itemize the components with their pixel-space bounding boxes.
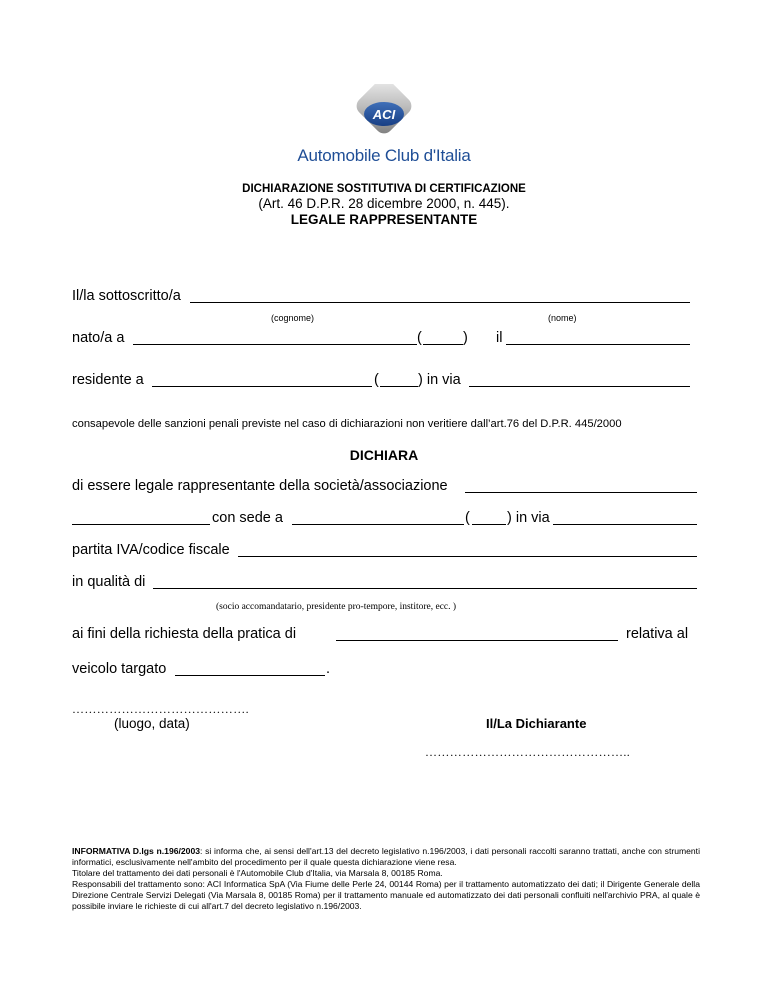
il-label: il: [496, 330, 503, 346]
luogo-nascita-field[interactable]: [133, 344, 417, 345]
informativa-body: : si informa che, ai sensi dell'art.13 del decreto legislativo n.196/2003, i dati personali raccolti saranno trattati, anche con strumenti informatici, esclusivamente nell'ambito del procedimento per il quale questa dichiarazione viene resa.: [72, 846, 700, 867]
legale-label: di essere legale rappresentante della società/associazione: [72, 478, 448, 494]
data-nascita-field[interactable]: [506, 344, 690, 345]
provincia-residenza-field[interactable]: [380, 386, 418, 387]
pratica-field[interactable]: [336, 640, 618, 641]
via-residenza-field[interactable]: [469, 386, 690, 387]
in-via-label-1: ) in via: [418, 372, 461, 388]
luogo-data-label: (luogo, data): [114, 716, 190, 731]
title-line-2: (Art. 46 D.P.R. 28 dicembre 2000, n. 445).: [258, 196, 510, 211]
title-line-3: LEGALE RAPPRESENTANTE: [290, 212, 478, 227]
sottoscritto-label: Il/la sottoscritto/a: [72, 288, 181, 304]
informativa-titolare: Titolare del trattamento dei dati personali è l'Automobile Club d'Italia, via Marsala 8, 00185 Roma.: [72, 868, 443, 878]
in-via-label-2: ) in via: [507, 510, 550, 526]
provincia-nascita-field[interactable]: [423, 344, 463, 345]
luogo-data-field[interactable]: …………………………………….: [72, 702, 249, 716]
informativa-block: [72, 846, 700, 912]
via-sede-field[interactable]: [553, 524, 697, 525]
targa-field[interactable]: [175, 675, 325, 676]
informativa-responsabili: Responsabili del trattamento sono: ACI Informatica SpA (Via Fiume delle Perle 24, 00144 Roma) per il trattamento automatizzato dei dati; il Dirigente Generale della Direzione Centrale Servizi Delegati (Via Marsala 8, 00185 Roma) per il trattamento manuale ed automatizzato dei dati personali confluiti nell'archivio PRA, al quale è possibile inviare le richieste di cui all'art.7 del decreto legislativo n.196/2003.: [72, 879, 700, 911]
veicolo-label: veicolo targato: [72, 661, 167, 677]
qualita-field[interactable]: [153, 588, 697, 589]
societa-field-cont[interactable]: [72, 524, 210, 525]
qualita-hint: (socio accomandatario, presidente pro-tempore, institore, ecc. ): [216, 602, 457, 612]
logo-text: ACI: [372, 107, 396, 122]
residenza-field[interactable]: [152, 386, 372, 387]
con-sede-label: con sede a: [212, 510, 283, 526]
provincia-sede-field[interactable]: [472, 524, 506, 525]
informativa-heading: INFORMATIVA D.lgs n.196/2003: [72, 846, 201, 856]
title-line-1: DICHIARAZIONE SOSTITUTIVA DI CERTIFICAZIONE: [242, 183, 526, 195]
dichiara-heading: DICHIARA: [349, 447, 419, 463]
nato-label: nato/a a: [72, 330, 125, 346]
societa-field[interactable]: [465, 492, 697, 493]
aci-logo-icon: [334, 84, 434, 146]
nome-hint: (nome): [548, 313, 577, 323]
brand-name: Automobile Club d'Italia: [297, 146, 471, 165]
aci-logo: [334, 84, 434, 146]
relativa-label: relativa al: [626, 626, 689, 642]
qualita-label: in qualità di: [72, 574, 146, 590]
paren-open-2: (: [374, 372, 379, 388]
cognome-hint: (cognome): [271, 313, 315, 323]
ai-fini-label: ai fini della richiesta della pratica di: [72, 626, 297, 642]
sede-field[interactable]: [292, 524, 464, 525]
period: .: [326, 661, 331, 677]
paren-open: (: [417, 330, 422, 346]
piva-field[interactable]: [238, 556, 697, 557]
sottoscritto-field[interactable]: [190, 302, 690, 303]
piva-label: partita IVA/codice fiscale: [72, 542, 230, 558]
residente-label: residente a: [72, 372, 144, 388]
informativa-paragraph: [72, 846, 700, 868]
firma-field[interactable]: …………………………………………..: [425, 745, 631, 759]
dichiarante-label: Il/La Dichiarante: [486, 716, 587, 731]
consapevole-text: consapevole delle sanzioni penali previste nel caso di dichiarazioni non veritiere dall’art.76 del D.P.R. 445/2000: [72, 418, 622, 430]
paren-open-3: (: [465, 510, 470, 526]
paren-close: ): [463, 330, 468, 346]
